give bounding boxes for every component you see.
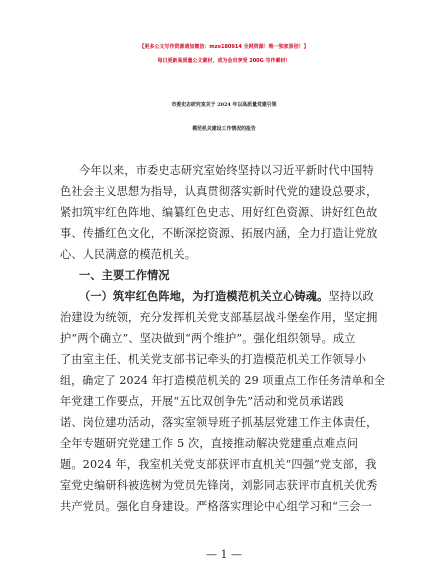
paragraph-line: 治建设为统领，充分发挥机关党支部基层战斗堡垒作用，坚定拥 (60, 311, 378, 324)
paragraph-line: 年党建工作要点，开展“五比双创争先”活动和党员承诺践 (60, 395, 344, 408)
ad-banner-line-1: 【更多公文写作资源请加微信：mzo180914 全网资源！唯一独家原创！】 (139, 44, 309, 50)
section-heading: 一、主要工作情况 (79, 269, 170, 282)
subsection-title: （一）筑牢红色阵地，为打造模范机关立心铸魂。 (79, 289, 329, 303)
subsection-line (79, 288, 374, 304)
paragraph-line: 诺、岗位建功活动，落实室领导班子抓基层党建工作主体责任， (60, 416, 378, 429)
document-title-line-1: 市委史志研究室关于 2024 年以高质量党建引领 (171, 102, 277, 108)
paragraph-line: 紧扣筑牢红色阵地、编纂红色史志、用好红色资源、讲好红色故 (60, 206, 378, 219)
paragraph-line: 室党史编研科被选树为党员先锋岗，刘影同志获评市直机关优秀 (60, 479, 378, 492)
paragraph-line: 题。2024 年，我室机关党支部获评市直机关“四强”党支部，我 (60, 458, 377, 471)
paragraph-line: 事、传播红色文化，不断深挖资源、拓展内涵，全力打造让党放 (60, 227, 378, 240)
subsection-lead-text: 坚持以政 (328, 290, 374, 303)
paragraph-line: 色社会主义思想为指导，认真贯彻落实新时代党的建设总要求， (60, 185, 378, 198)
paragraph-line: 共产党员。强化自身建设。严格落实理论中心组学习和“三会一 (60, 500, 372, 513)
document-title-line-2: 模范机关建设工作情况的报告 (192, 126, 256, 132)
ad-banner-line-2: 每日更新高质量公文素材，成为会员享受 200G 写作素材！ (157, 58, 291, 64)
paragraph-line: 了由室主任、机关党支部书记牵头的打造模范机关工作领导小 (60, 353, 367, 366)
paragraph-line: 今年以来，市委史志研究室始终坚持以习近平新时代中国特 (79, 164, 374, 177)
paragraph-line: 心、人民满意的模范机关。 (60, 248, 197, 261)
paragraph-line: 护“两个确立”、坚决做到“两个维护”。强化组织领导。成立 (60, 332, 356, 345)
page-number: — 1 — (206, 548, 242, 561)
paragraph-line: 全年专题研究党建工作 5 次，直接推动解决党建重点难点问 (60, 437, 359, 450)
paragraph-line: 组，确定了 2024 年打造模范机关的 29 项重点工作任务清单和全 (60, 374, 386, 387)
